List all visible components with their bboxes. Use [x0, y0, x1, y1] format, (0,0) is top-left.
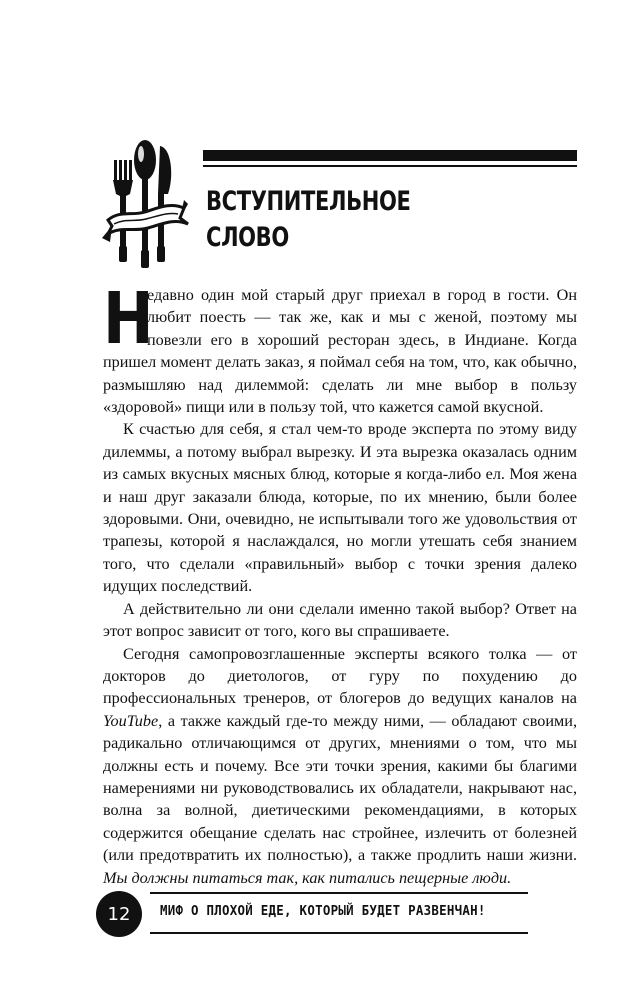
footer-rule-bottom	[150, 932, 528, 934]
paragraph-1	[103, 277, 577, 418]
paragraph-2: К счастью для себя, я стал чем-то вроде эксперта по этому виду дилеммы, а потому выбрал вырезку. И эта вырезка оказалась одним из самых вкусных мясных блюд, которые я когда-либо ел. Моя жена и наш друг заказали блюда, которые, по их мнению, были более здоровыми. Они, очевидно, не испытывали того же удовольствия от трапезы, которой я наслаждался, но могли утешать себя знанием того, что сделали «правильный» выбор с точки зрения далеко идущих последствий.	[103, 420, 577, 596]
paragraph-4-part-b: , а также каждый где-то между ними, — обладают своими, радикально отличающимся от других, мнениями о том, что мы должны есть и почему. Все эти точки зрения, какими бы благими намерениями ни руководствовались их обладатели, накрывают нас, волна за волной, диетическими рекомендациями, в которых содержится обещание сделать нас стройнее, излечить от болезней (или предотвратить их полностью), а также продлить наши жизни.	[103, 711, 577, 865]
body-text	[103, 277, 577, 889]
paragraph-4-part-a: Сегодня самопровозглашенные эксперты всякого толка — от докторов до диетологов, от гуру по похудению до профессиональных тренеров, от блогеров до ведущих каналов на	[103, 644, 577, 708]
spoon-icon	[134, 140, 156, 180]
page-number: 12	[96, 891, 142, 937]
running-title: МИФ О ПЛОХОЙ ЕДЕ, КОТОРЫЙ БУДЕТ РАЗВЕНЧАН!	[160, 903, 486, 919]
footer-rule-top	[150, 892, 528, 894]
paragraph-4	[103, 643, 577, 889]
paragraph-1-text: едавно один мой старый друг приехал в город в гости. Он любит поесть — так же, как и мы с женой, поэтому мы повезли его в хороший ресторан здесь, в Индиане. Когда пришел момент делать заказ, я поймал себя на том, что, как обычно, размышляю над дилеммой: сделать ли мне выбор в пользу «здоровой» пищи или в пользу той, что кажется самой вкусной.	[103, 286, 577, 417]
chapter-heading	[206, 184, 487, 256]
heading-line-2: СЛОВО	[206, 222, 289, 253]
paragraph-4-italic: Мы должны питаться так, как питались пещерные люди.	[103, 868, 512, 887]
heading-line-1: ВСТУПИТЕЛЬНОЕ	[206, 186, 411, 217]
paragraph-3: А действительно ли они сделали именно такой выбор? Ответ на этот вопрос зависит от того, кого вы спрашиваете.	[103, 599, 577, 641]
youtube-mention: YouTube	[103, 711, 159, 730]
drop-cap: Н	[103, 277, 154, 360]
knife-icon	[158, 146, 171, 248]
fork-icon	[113, 160, 133, 248]
title-rule-thin	[203, 165, 577, 167]
title-rule-thick	[203, 150, 577, 161]
cutlery-ribbon-icon	[100, 138, 190, 270]
